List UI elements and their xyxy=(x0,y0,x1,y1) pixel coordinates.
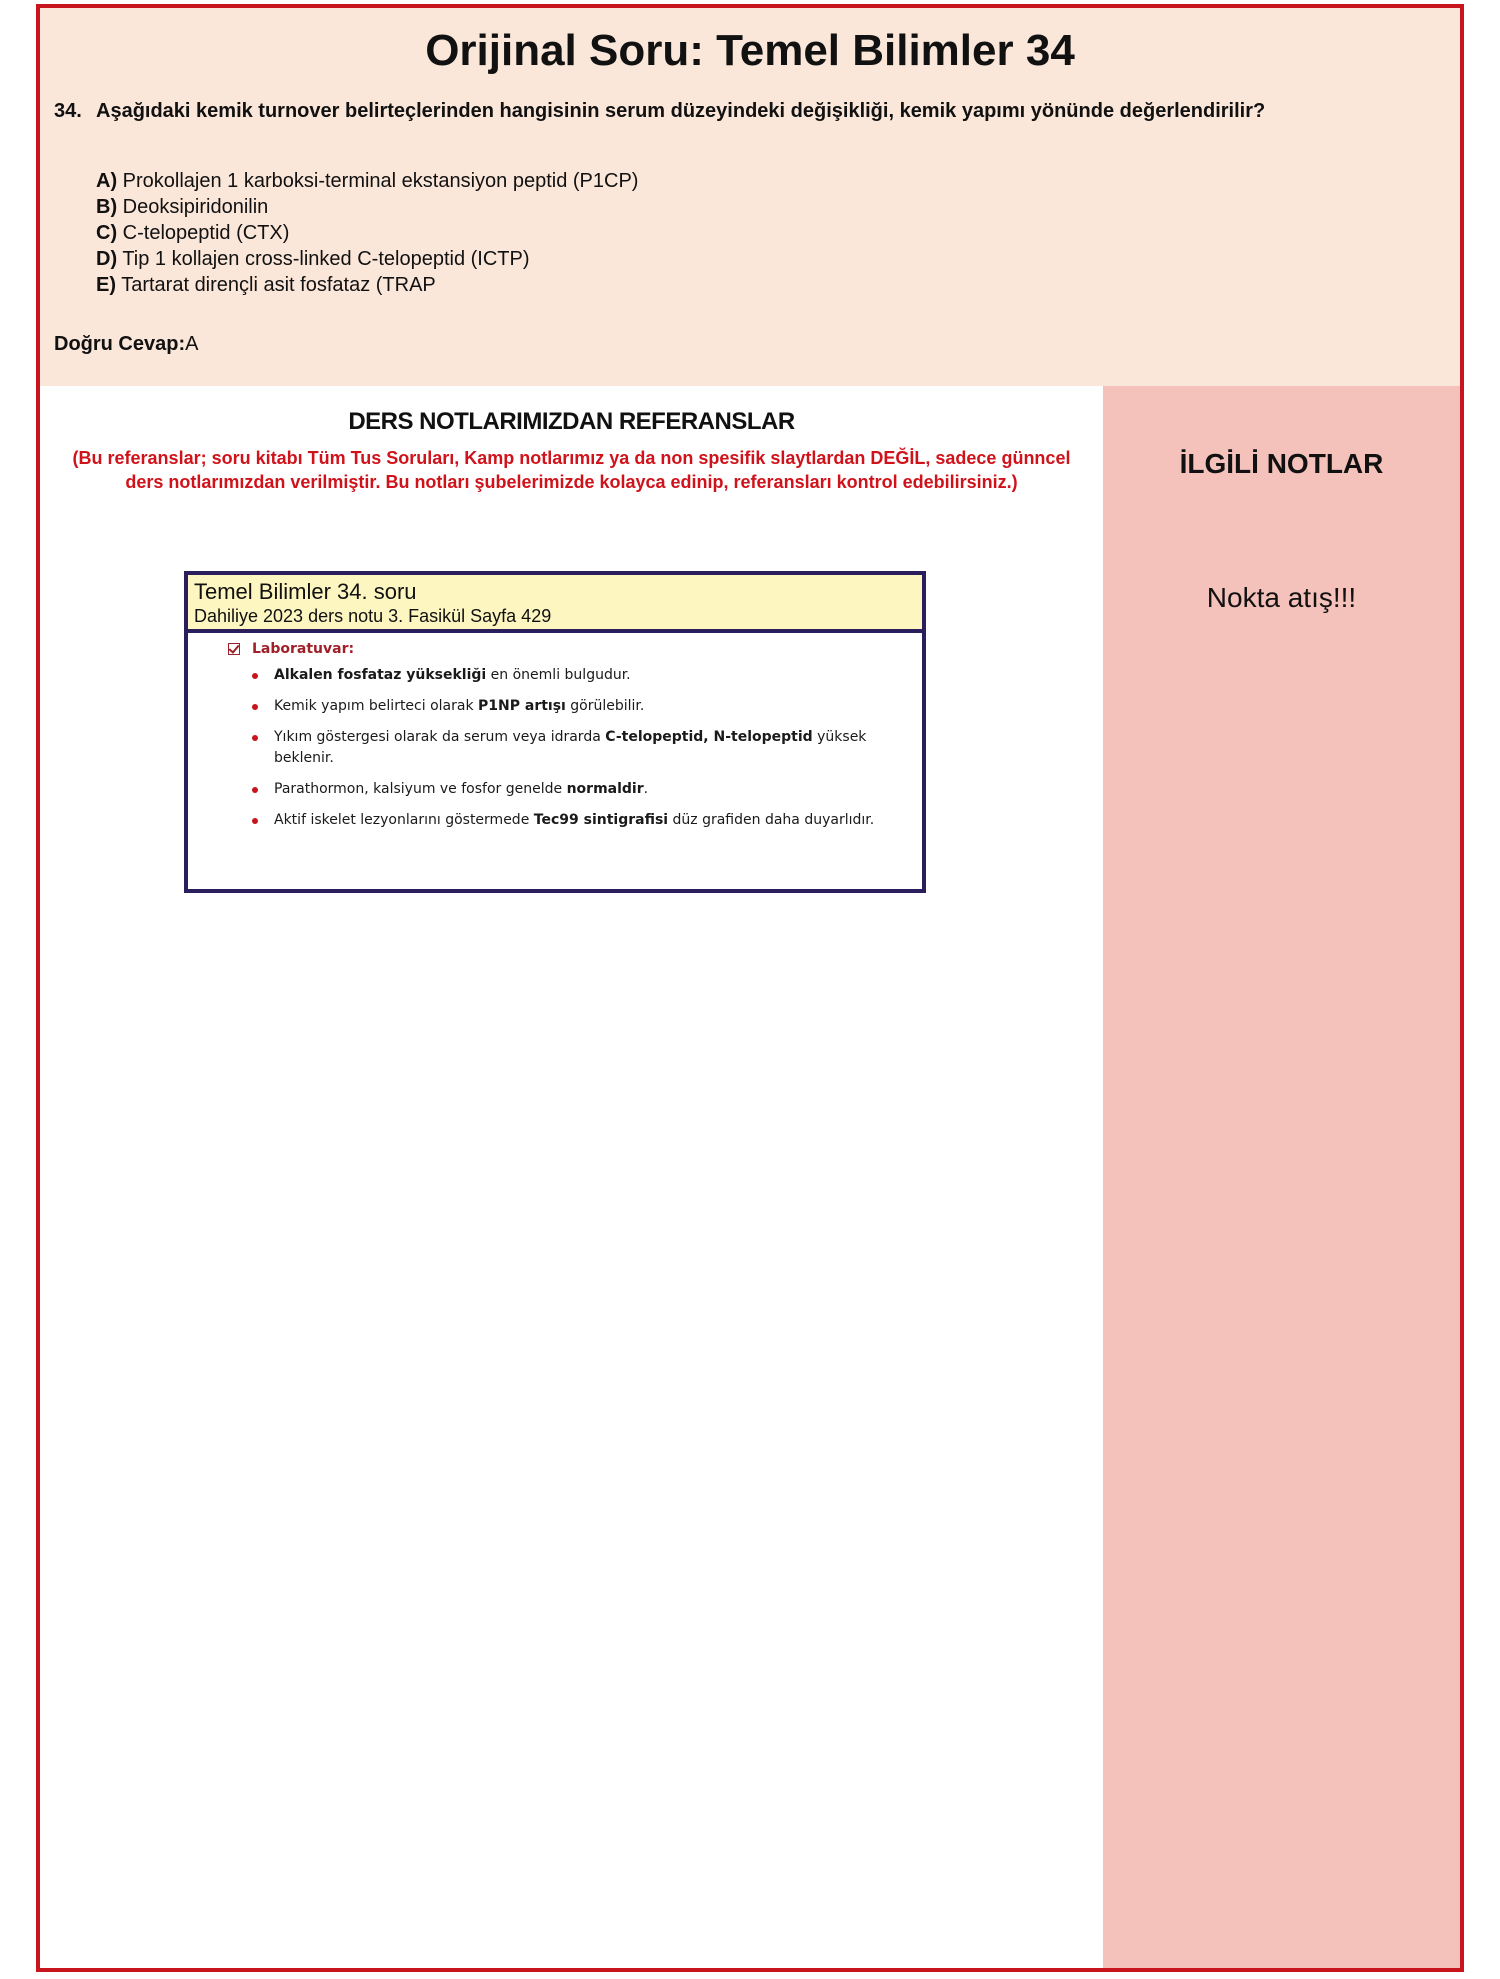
option-text: Prokollajen 1 karboksi-terminal ekstansiyon peptid (P1CP) xyxy=(122,170,639,192)
plain-text: yüksek beklenir. xyxy=(274,729,867,766)
reference-card-subtitle: Dahiliye 2023 ders notu 3. Fasikül Sayfa 429 xyxy=(194,606,552,626)
option-b xyxy=(96,194,638,220)
option-letter: E) xyxy=(96,274,116,296)
question-number: 34. xyxy=(54,100,82,122)
option-letter: C) xyxy=(96,222,118,244)
list-item xyxy=(250,696,882,717)
question-text: Aşağıdaki kemik turnover belirteçlerinden hangisinin serum düzeyindeki değişikliği, kemik yapımı yönünde değerlendirilir? xyxy=(96,100,1266,122)
list-item xyxy=(250,810,882,831)
plain-text: düz grafiden daha duyarlıdır. xyxy=(668,812,875,828)
page-frame xyxy=(36,4,1464,1972)
plain-text: Parathormon, kalsiyum ve fosfor genelde xyxy=(274,781,567,797)
option-c xyxy=(96,220,638,246)
reference-card-header xyxy=(188,575,922,633)
bold-text: P1NP artışı xyxy=(478,698,566,714)
lab-findings-list xyxy=(228,665,882,831)
bold-text: Alkalen fosfataz yüksekliği xyxy=(274,667,487,683)
option-text: Tip 1 kollajen cross-linked C-telopeptid (ICTP) xyxy=(122,248,530,270)
option-text: C-telopeptid (CTX) xyxy=(122,222,290,244)
reference-card-body xyxy=(188,633,922,831)
correct-answer-label: Doğru Cevap: xyxy=(54,333,186,355)
lab-section-heading xyxy=(228,641,882,657)
plain-text: Yıkım göstergesi olarak da serum veya idrarda xyxy=(274,729,606,745)
option-letter: D) xyxy=(96,248,118,270)
correct-answer xyxy=(54,333,198,356)
option-text: Tartarat dirençli asit fosfataz (TRAP xyxy=(121,274,436,296)
related-notes-panel xyxy=(1103,386,1460,1968)
related-notes-text: Nokta atış!!! xyxy=(1206,582,1357,613)
option-letter: A) xyxy=(96,170,118,192)
plain-text: Kemik yapım belirteci olarak xyxy=(274,698,479,714)
option-a xyxy=(96,168,638,194)
question-stem xyxy=(54,98,1284,124)
list-item xyxy=(250,779,882,800)
option-letter: B) xyxy=(96,196,118,218)
correct-answer-value: A xyxy=(185,333,199,355)
references-note: (Bu referanslar; soru kitabı Tüm Tus Soruları, Kamp notlarımız ya da non spesifik slaytlardan DEĞİL, sadece günncel ders notlarımızdan verilmiştir. Bu notları şubelerimizde kolayca edinip, referansları kontrol edebilirsiniz.) xyxy=(72,448,1071,492)
plain-text: Aktif iskelet lezyonlarını göstermede xyxy=(274,812,534,828)
related-notes-title: İLGİLİ NOTLAR xyxy=(1179,448,1384,479)
plain-text: . xyxy=(643,781,649,797)
question-title: Orijinal Soru: Temel Bilimler 34 xyxy=(425,26,1075,75)
references-panel xyxy=(40,386,1103,1968)
references-heading: DERS NOTLARIMIZDAN REFERANSLAR xyxy=(348,408,795,435)
option-e xyxy=(96,272,638,298)
bold-text: normaldir xyxy=(566,781,644,797)
plain-text: görülebilir. xyxy=(565,698,645,714)
list-item xyxy=(250,665,882,686)
option-text: Deoksipiridonilin xyxy=(122,196,269,218)
plain-text: en önemli bulgudur. xyxy=(486,667,631,683)
bold-text: C-telopeptid, N-telopeptid xyxy=(605,729,813,745)
checkbox-checked-icon xyxy=(228,643,240,655)
reference-card xyxy=(184,571,926,893)
lab-section-label: Laboratuvar: xyxy=(252,641,355,657)
list-item xyxy=(250,727,882,769)
option-d xyxy=(96,246,638,272)
question-panel xyxy=(40,8,1460,386)
bold-text: Tec99 sintigrafisi xyxy=(533,812,669,828)
answer-options xyxy=(96,168,638,298)
reference-card-title: Temel Bilimler 34. soru xyxy=(194,579,417,604)
